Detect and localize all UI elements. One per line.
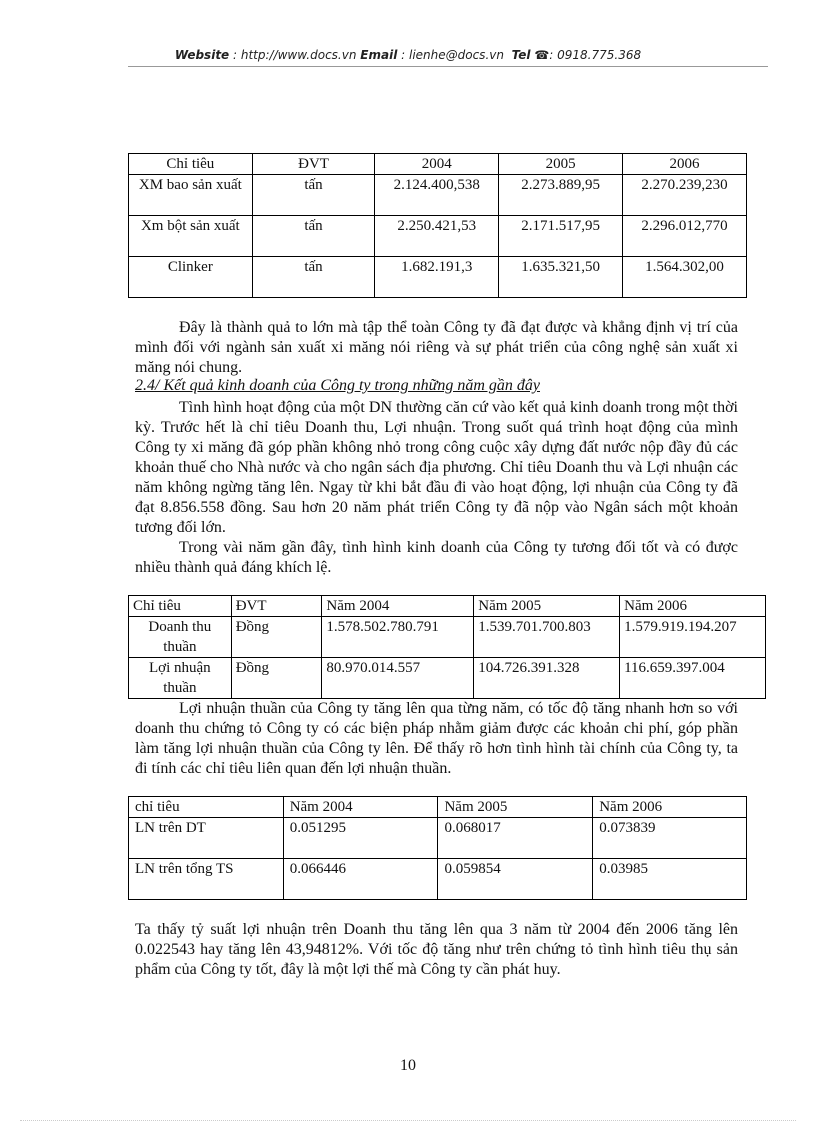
paragraph-business-overview: Tình hình hoạt động của một DN thường căn cứ vào kết quả kinh doanh trong một thời kỳ. Trước hết là chỉ tiêu Doanh thu, Lợi nhuận. Trong suốt quá trình hoạt động của mình Công ty xi măng đã góp phần không nhỏ trong công cuộc xây dựng đất nước nộp đầy đủ các khoản thuế cho Nhà nước và cho ngân sách địa phương. Chỉ tiêu Doanh thu và Lợi nhuận các năm không ngừng tăng lên. Ngay từ khi bắt đầu đi vào hoạt động, lợi nhuận của Công ty đã đạt 8.856.558 đồng. Sau hơn 20 năm phát triển Công ty đã nộp vào Ngân sách một khoản tương đối lớn. [135,399,738,536]
table-cell: tấn [252,216,375,257]
table-cell: 1.539.701.700.803 [474,617,620,658]
table-cell: 104.726.391.328 [474,658,620,699]
table-cell: Doanh thu thuần [129,617,232,658]
table-cell: Xm bột sản xuất [129,216,253,257]
table-header-cell: Chỉ tiêu [129,596,232,617]
table-row [129,658,766,699]
website-sep: : [229,48,241,62]
table-row [129,216,747,257]
website-url[interactable]: http://www.docs.vn [240,48,357,62]
paragraph-conclusion: Ta thấy tỷ suất lợi nhuận trên Doanh thu tăng lên qua 3 năm từ 2004 đến 2006 tăng lên 0.022543 hay tăng lên 43,94812%. Với tốc độ tăng như trên chứng tỏ tình hình tiêu thụ sản phẩm của Công ty tốt, đây là một lợi thế mà Công ty cần phát huy. [135,921,738,978]
table-cell: 0.051295 [283,818,438,859]
email-sep: : [397,48,409,62]
table-header-cell: chỉ tiêu [129,797,284,818]
table-cell: 1.579.919.194.207 [620,617,766,658]
table-cell: 1.564.302,00 [623,257,747,298]
table-cell: tấn [252,257,375,298]
production-table [128,153,747,298]
table-row [129,257,747,298]
table-cell: 0.073839 [593,818,747,859]
table-cell: 2.270.239,230 [623,175,747,216]
table-cell: 2.296.012,770 [623,216,747,257]
page-header [0,48,816,62]
table-cell: 2.124.400,538 [375,175,499,216]
table-header-row [129,596,766,617]
footer-divider [20,1120,796,1121]
table-cell: 1.578.502.780.791 [322,617,474,658]
table-cell: 0.068017 [438,818,593,859]
table-cell: LN trên tổng TS [129,859,284,900]
header-divider [128,66,768,67]
table-header-cell: 2005 [499,154,623,175]
email-label: Email [360,48,398,62]
table-header-row [129,154,747,175]
table-cell: 2.273.889,95 [499,175,623,216]
table-cell: 1.682.191,3 [375,257,499,298]
page-number: 10 [400,1057,416,1074]
table-header-cell: Năm 2004 [322,596,474,617]
section-heading: 2.4/ Kết quả kinh doanh của Công ty trong những năm gần đây [135,377,540,394]
paragraph-profit-analysis: Lợi nhuận thuần của Công ty tăng lên qua từng năm, có tốc độ tăng nhanh hơn so với doanh thu chứng tỏ Công ty có các biện pháp nhằm giảm được các khoản chi phí, góp phần làm tăng lợi nhuận thuần của Công ty lên. Để thấy rõ hơn tình hình tài chính của Công ty, ta đi tính các chỉ tiêu liên quan đến lợi nhuận thuần. [135,700,738,777]
table-header-cell: ĐVT [252,154,375,175]
table-cell: tấn [252,175,375,216]
table-header-cell: Năm 2004 [283,797,438,818]
table-row [129,818,747,859]
table-row [129,617,766,658]
table-cell: 0.03985 [593,859,747,900]
table-header-row [129,797,747,818]
paragraph-achievement: Đây là thành quả to lớn mà tập thể toàn Công ty đã đạt được và khẳng định vị trí của mình đối với ngành sản xuất xi măng nói riêng và sự phát triển của công nghệ sản xuất xi măng nói chung. [135,319,738,376]
tel-label: Tel [511,48,531,62]
table-header-cell: 2006 [623,154,747,175]
table-cell: 0.066446 [283,859,438,900]
table-cell: 2.171.517,95 [499,216,623,257]
table-cell: 1.635.321,50 [499,257,623,298]
table-cell: 116.659.397.004 [620,658,766,699]
revenue-profit-table [128,595,766,699]
table-cell: Đồng [231,617,322,658]
table-header-cell: Năm 2006 [620,596,766,617]
table-header-cell: Năm 2006 [593,797,747,818]
phone-icon: ☎ [534,48,550,62]
table-cell: LN trên DT [129,818,284,859]
table-cell: Clinker [129,257,253,298]
table-header-cell: ĐVT [231,596,322,617]
table-cell: XM bao sản xuất [129,175,253,216]
table-header-cell: Năm 2005 [474,596,620,617]
table-cell: Đồng [231,658,322,699]
profit-ratio-table [128,796,747,900]
website-label: Website [174,48,230,62]
table-header-cell: Chỉ tiêu [129,154,253,175]
email-value[interactable]: lienhe@docs.vn [408,48,504,62]
table-header-cell: Năm 2005 [438,797,593,818]
table-header-cell: 2004 [375,154,499,175]
table-cell: 80.970.014.557 [322,658,474,699]
table-row [129,859,747,900]
table-cell: 0.059854 [438,859,593,900]
paragraph-recent-years: Trong vài năm gần đây, tình hình kinh doanh của Công ty tương đối tốt và có được nhiều thành quả đáng khích lệ. [135,539,738,576]
table-cell: Lợi nhuận thuần [129,658,232,699]
table-row [129,175,747,216]
table-cell: 2.250.421,53 [375,216,499,257]
tel-value: : 0918.775.368 [549,48,642,62]
